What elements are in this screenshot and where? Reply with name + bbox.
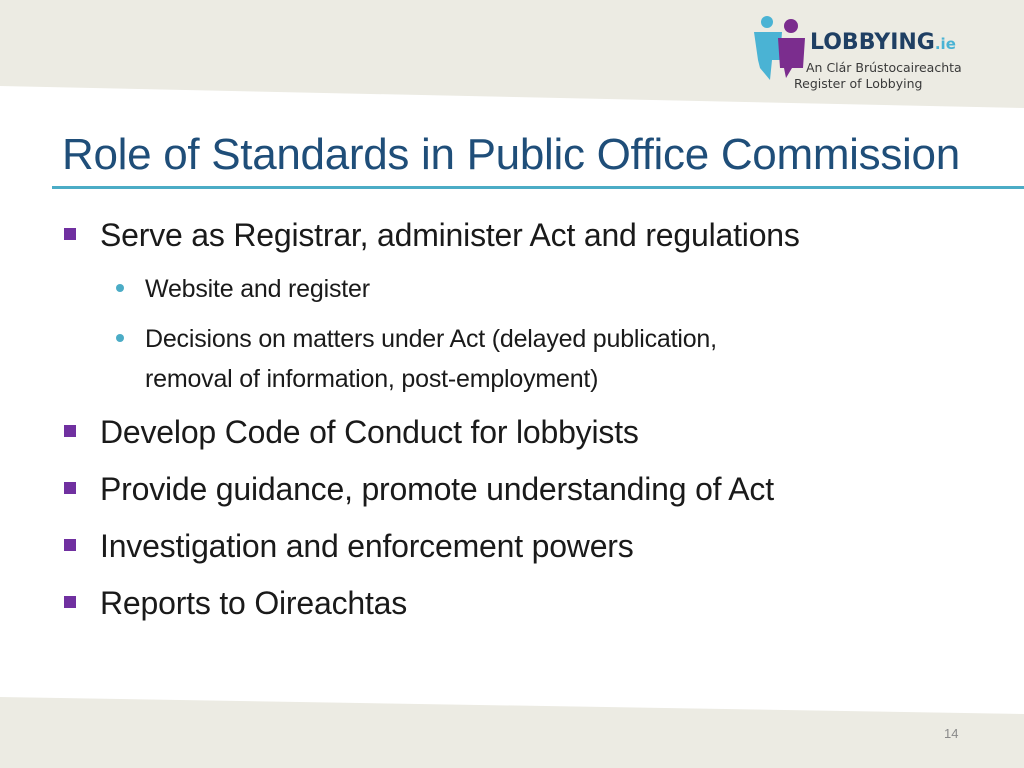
dot-bullet-icon [116,334,124,342]
page-number: 14 [944,726,959,741]
logo-subtitle-irish: An Clár Brústocaireachta [806,60,962,75]
bullet-item [100,471,774,508]
bullet-item [100,414,639,451]
sub-bullet-item [145,269,370,309]
slide-title: Role of Standards in Public Office Commission [62,130,960,179]
bullet-text: Serve as Registrar, administer Act and regulations [100,217,800,253]
bullet-item [100,217,800,254]
sub-bullet-text-line1: Decisions on matters under Act (delayed publication, [145,325,717,353]
logo-word: LOBBYING [810,30,935,55]
bullet-item [100,585,407,622]
bullet-text: Reports to Oireachtas [100,585,408,621]
square-bullet-icon [64,425,76,437]
logo-subtitle-english: Register of Lobbying [794,76,923,91]
sub-bullet-text: Website and register [145,275,370,303]
bullet-item [100,528,634,565]
logo-tld: .ie [934,35,956,53]
bullet-text: Investigation and enforcement powers [100,528,634,564]
square-bullet-icon [64,539,76,551]
bullet-text: Provide guidance, promote understanding of Act [100,471,774,507]
square-bullet-icon [64,228,76,240]
square-bullet-icon [64,482,76,494]
dot-bullet-icon [116,284,124,292]
sub-bullet-text-line2: removal of information, post-employment) [145,365,599,393]
square-bullet-icon [64,596,76,608]
bullet-text: Develop Code of Conduct for lobbyists [100,414,639,450]
sub-bullet-item [145,319,717,399]
